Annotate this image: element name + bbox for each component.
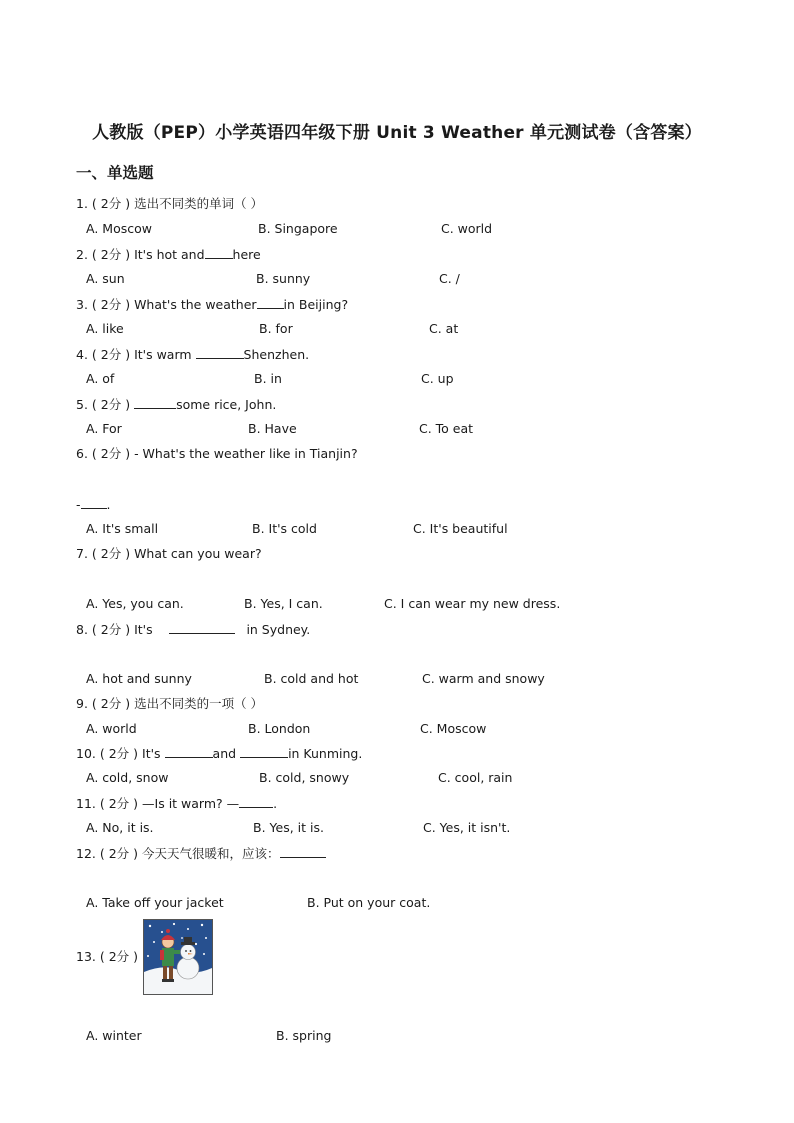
answer-blank[interactable] <box>239 795 273 808</box>
option-a[interactable]: A. No, it is. <box>86 820 154 835</box>
question-13 <box>76 949 138 965</box>
question-1 <box>76 196 263 212</box>
question-3 <box>76 296 348 313</box>
option-a[interactable]: A. For <box>86 421 122 436</box>
winter-scene-icon <box>144 920 212 994</box>
question-number: 3. <box>76 297 88 312</box>
option-c[interactable]: C. I can wear my new dress. <box>384 596 561 611</box>
question-text: . <box>273 796 278 811</box>
option-c[interactable]: C. warm and snowy <box>422 671 545 686</box>
question-number: 5. <box>76 397 88 412</box>
option-a[interactable]: A. world <box>86 721 137 736</box>
question-text: It's warm <box>134 347 192 362</box>
option-a[interactable]: A. Yes, you can. <box>86 596 184 611</box>
option-b[interactable]: B. Yes, I can. <box>244 596 323 611</box>
question-text: and <box>212 746 237 761</box>
question-text: 选出不同类的单词（ ） <box>134 196 264 211</box>
option-a[interactable]: A. It's small <box>86 521 159 536</box>
question-score: ( 2分 ) <box>91 546 131 561</box>
question-text: It's <box>134 622 153 637</box>
option-a[interactable]: A. of <box>86 371 115 386</box>
question-text: 选出不同类的一项（ ） <box>134 696 264 711</box>
question-8 <box>76 621 310 638</box>
question-text: It's <box>142 746 161 761</box>
question-text: in Sydney. <box>246 622 311 637</box>
option-c[interactable]: C. at <box>429 321 459 336</box>
option-b[interactable]: B. spring <box>276 1028 332 1043</box>
question-text: —Is it warm? — <box>142 796 240 811</box>
option-b[interactable]: B. for <box>259 321 293 336</box>
question-number: 7. <box>76 546 88 561</box>
question-number: 10. <box>76 746 96 761</box>
question-text: It's hot and <box>134 247 205 262</box>
question-text: in Beijing? <box>283 297 349 312</box>
question-score: ( 2分 ) <box>91 196 131 211</box>
option-a[interactable]: A. cold, snow <box>86 770 169 785</box>
answer-blank[interactable] <box>165 745 213 758</box>
question-5 <box>76 396 276 413</box>
question-number: 2. <box>76 247 88 262</box>
option-c[interactable]: C. / <box>439 271 460 286</box>
question-2 <box>76 246 261 263</box>
answer-blank[interactable] <box>205 246 233 259</box>
option-a[interactable]: A. like <box>86 321 124 336</box>
answer-blank[interactable] <box>134 396 176 409</box>
option-a[interactable]: A. hot and sunny <box>86 671 192 686</box>
option-c[interactable]: C. up <box>421 371 454 386</box>
question-text: What can you wear? <box>134 546 262 561</box>
option-c[interactable]: C. Moscow <box>420 721 487 736</box>
question-score: ( 2分 ) <box>91 446 131 461</box>
question-text: here <box>232 247 261 262</box>
question-10 <box>76 745 362 762</box>
option-b[interactable]: B. Yes, it is. <box>253 820 324 835</box>
snowman-picture <box>143 919 213 995</box>
question-12 <box>76 845 326 862</box>
option-b[interactable]: B. cold and hot <box>264 671 359 686</box>
question-number: 8. <box>76 622 88 637</box>
question-score: ( 2分 ) <box>99 746 139 761</box>
question-score: ( 2分 ) <box>91 247 131 262</box>
answer-blank[interactable] <box>240 745 288 758</box>
question-text: - What's the weather like in Tianjin? <box>134 446 358 461</box>
question-score: ( 2分 ) <box>91 696 131 711</box>
question-text: in Kunming. <box>288 746 363 761</box>
question-9 <box>76 696 263 712</box>
question-number: 13. <box>76 949 96 964</box>
question-text: 今天天气很暖和，应该： <box>142 846 280 861</box>
question-text: Shenzhen. <box>243 347 310 362</box>
question-score: ( 2分 ) <box>99 846 139 861</box>
question-score: ( 2分 ) <box>91 397 131 412</box>
question-6 <box>76 446 358 462</box>
option-b[interactable]: B. Put on your coat. <box>307 895 431 910</box>
option-c[interactable]: C. To eat <box>419 421 474 436</box>
question-score: ( 2分 ) <box>91 297 131 312</box>
option-c[interactable]: C. world <box>441 221 493 236</box>
answer-blank[interactable] <box>81 496 107 509</box>
question-number: 11. <box>76 796 96 811</box>
option-c[interactable]: C. Yes, it isn't. <box>423 820 511 835</box>
option-b[interactable]: B. Have <box>248 421 297 436</box>
option-c[interactable]: C. It's beautiful <box>413 521 508 536</box>
answer-blank[interactable] <box>257 296 284 309</box>
question-text: What's the weather <box>134 297 257 312</box>
question-score: ( 2分 ) <box>99 796 139 811</box>
question-score: ( 2分 ) <box>99 949 139 964</box>
option-a[interactable]: A. sun <box>86 271 125 286</box>
question-7 <box>76 546 262 562</box>
question-score: ( 2分 ) <box>91 622 131 637</box>
question-number: 1. <box>76 196 88 211</box>
page-title: 人教版（PEP）小学英语四年级下册 Unit 3 Weather 单元测试卷（含答案） <box>92 123 702 143</box>
question-number: 6. <box>76 446 88 461</box>
answer-line: - . <box>76 497 111 512</box>
option-b[interactable]: B. sunny <box>256 271 311 286</box>
option-b[interactable]: B. Singapore <box>258 221 338 236</box>
question-score: ( 2分 ) <box>91 347 131 362</box>
option-b[interactable]: B. cold, snowy <box>259 770 350 785</box>
question-number: 9. <box>76 696 88 711</box>
question-4 <box>76 346 309 363</box>
option-c[interactable]: C. cool, rain <box>438 770 513 785</box>
answer-blank[interactable] <box>169 621 235 634</box>
option-b[interactable]: B. London <box>248 721 311 736</box>
option-b[interactable]: B. in <box>254 371 282 386</box>
answer-blank[interactable] <box>196 346 244 359</box>
question-text: some rice, John. <box>176 397 277 412</box>
option-a[interactable]: A. Moscow <box>86 221 152 236</box>
question-number: 4. <box>76 347 88 362</box>
question-number: 12. <box>76 846 96 861</box>
option-b[interactable]: B. It's cold <box>252 521 317 536</box>
question-11 <box>76 795 277 812</box>
option-a[interactable]: A. Take off your jacket <box>86 895 224 910</box>
answer-blank[interactable] <box>280 845 326 858</box>
section-heading: 一、单选题 <box>76 164 154 182</box>
option-a[interactable]: A. winter <box>86 1028 142 1043</box>
